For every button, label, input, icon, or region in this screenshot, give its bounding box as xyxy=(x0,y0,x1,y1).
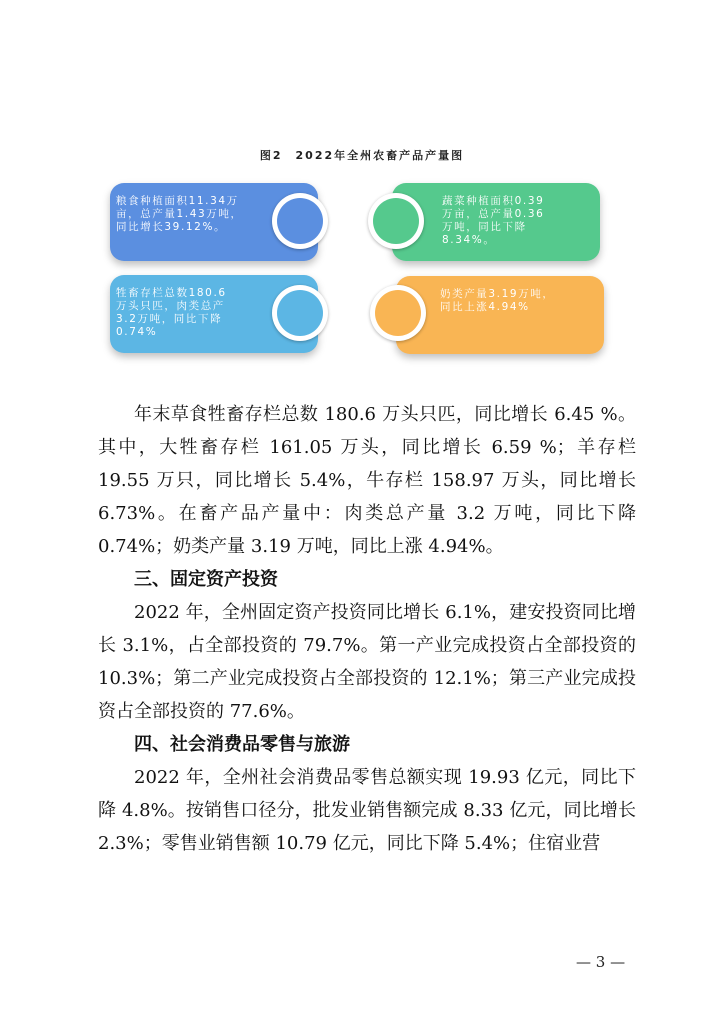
paragraph-investment: 2022 年，全州固定资产投资同比增长 6.1%，建安投资同比增长 3.1%，占全部投资的 79.7%。第一产业完成投资占全部投资的 10.3%；第二产业完成投资占全部投资的 12.1%；第三产业完成投资占全部投资的 77.6%。 xyxy=(98,602,636,722)
paragraph-retail: 2022 年，全州社会消费品零售总额实现 19.93 亿元，同比下降 4.8%。按销售口径分，批发业销售额完成 8.33 亿元，同比增长 2.3%；零售业销售额 10.79 亿元，同比下降 5.4%；住宿业营 xyxy=(98,767,636,854)
vegetable-card-text: 蔬菜种植面积0.39 万亩，总产量0.36 万吨，同比下降 8.34%。 xyxy=(442,195,545,246)
grain-card-text: 粮食种植面积11.34万 亩，总产量1.43万吨， 同比增长39.12%。 xyxy=(116,195,243,233)
heading-retail-tourism: 四、社会消费品零售与旅游 xyxy=(134,734,350,755)
livestock-bubble-icon xyxy=(272,285,328,341)
milk-card-text: 奶类产量3.19万吨， 同比上涨4.94% xyxy=(440,288,555,313)
vegetable-bubble-icon xyxy=(368,193,424,249)
paragraph-livestock: 年末草食牲畜存栏总数 180.6 万头只匹，同比增长 6.45 %。其中，大牲畜存栏 161.05 万头，同比增长 6.59 %；羊存栏 19.55 万只，同比增长 5.4%，牛存栏 158.97 万头，同比增长 6.73%。在畜产品产量中：肉类总产量 3.2 万吨，同比下降 0.74%；奶类产量 3.19 万吨，同比上涨 4.94%。 xyxy=(98,404,636,557)
heading-fixed-asset-investment: 三、固定资产投资 xyxy=(134,569,278,590)
milk-bubble-icon xyxy=(370,285,426,341)
document-body xyxy=(98,398,636,860)
page-number: — 3 — xyxy=(576,953,626,971)
livestock-card-text: 牲畜存栏总数180.6 万头只匹，肉类总产 3.2万吨，同比下降 0.74% xyxy=(116,287,227,338)
milk-card xyxy=(396,276,604,354)
grain-bubble-icon xyxy=(272,193,328,249)
figure-title: 图2 2022年全州农畜产品产量图 xyxy=(259,149,465,162)
